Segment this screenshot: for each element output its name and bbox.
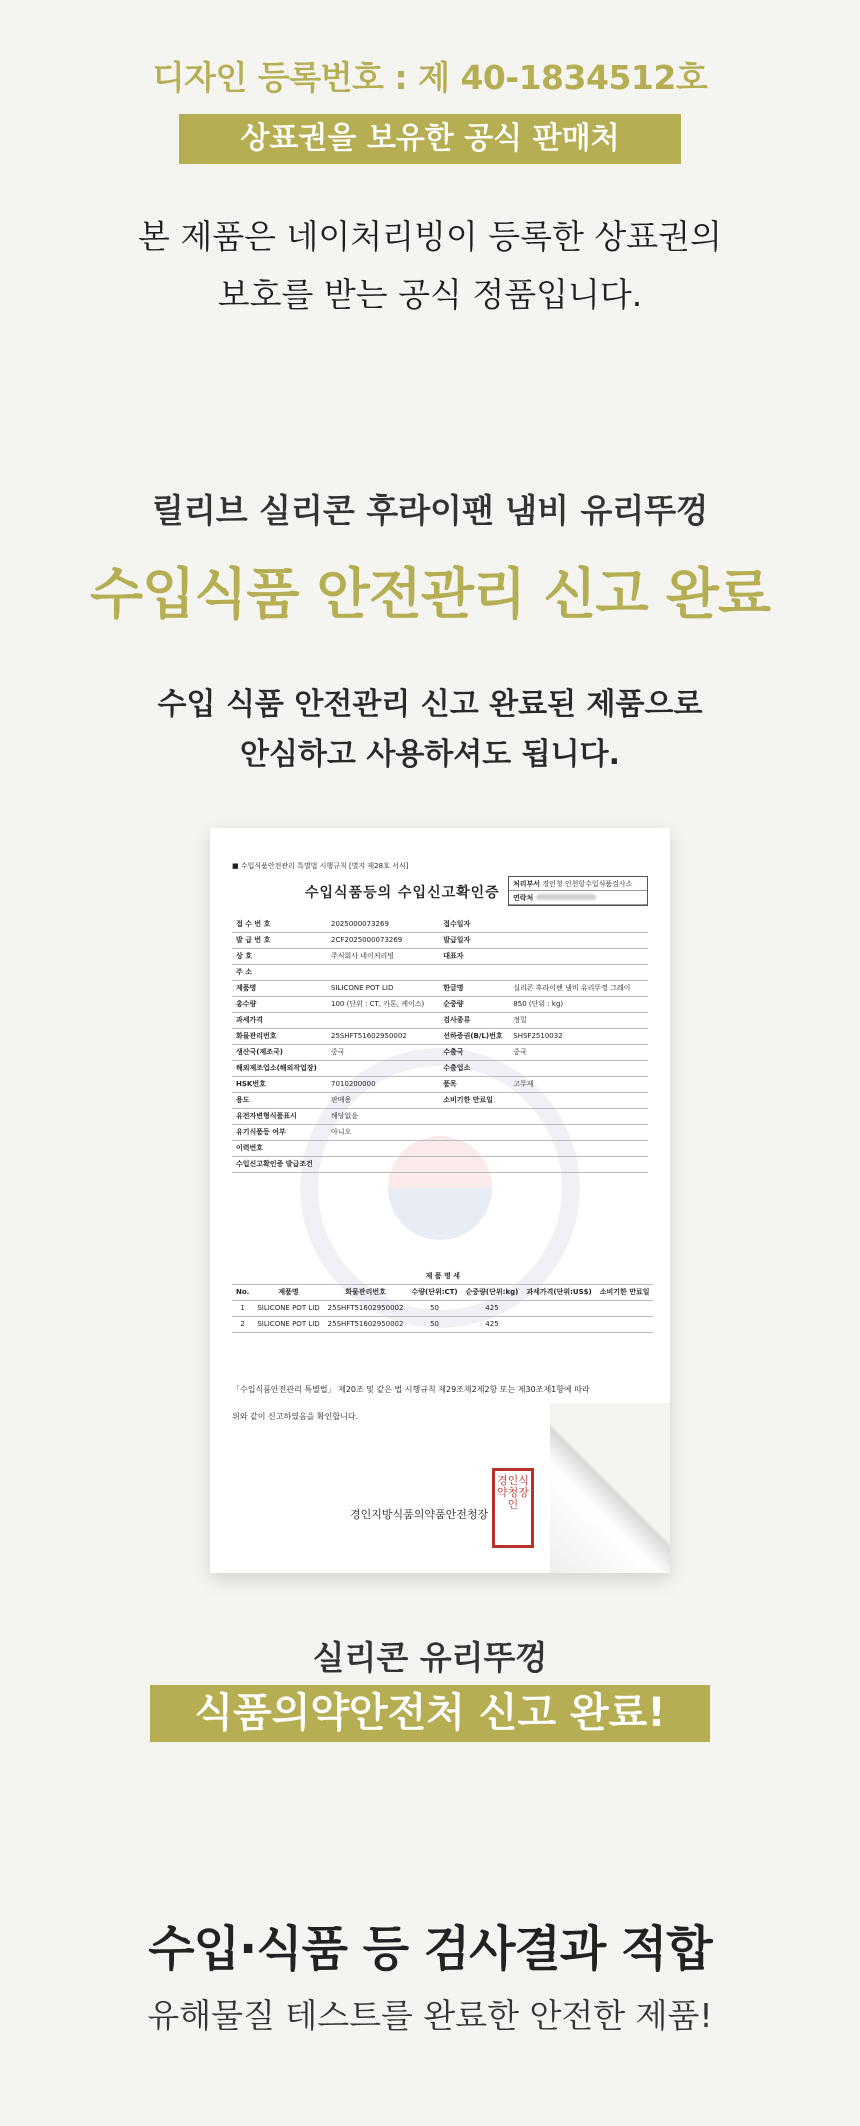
detail-cell: 1 bbox=[232, 1300, 253, 1316]
certificate-title: 수입식품등의 수입신고확인증 bbox=[305, 885, 500, 901]
certificate-cell bbox=[509, 1092, 648, 1108]
certificate-cell: 2CF2025000073269 bbox=[327, 932, 439, 948]
certificate-cell: SILICONE POT LID bbox=[327, 980, 439, 996]
detail-cell: SILICONE POT LID bbox=[253, 1300, 323, 1316]
certificate-cell: 수출업소 bbox=[439, 1060, 509, 1076]
certificate-cell bbox=[509, 1060, 648, 1076]
certificate-cell: 판매용 bbox=[327, 1092, 439, 1108]
detail-cell bbox=[596, 1300, 654, 1316]
certificate-cell: 발 급 번 호 bbox=[232, 932, 327, 948]
certificate-row bbox=[232, 1092, 648, 1108]
certificate-office-box bbox=[508, 876, 648, 906]
certificate-cell: 한글명 bbox=[439, 980, 509, 996]
certificate-cell: 상 호 bbox=[232, 948, 327, 964]
contact-label: 연락처 bbox=[513, 894, 534, 902]
certificate-issuer: 경인지방식품의약품안전청장 bbox=[350, 1508, 489, 1521]
page-curl-fold bbox=[550, 1403, 670, 1573]
certificate-cell bbox=[509, 1156, 648, 1172]
detail-cell: 25SHFT51602950002 bbox=[324, 1300, 408, 1316]
office-label: 처리부서 bbox=[513, 880, 541, 888]
certificate-cell: HSK번호 bbox=[232, 1076, 327, 1092]
detail-cell: 2 bbox=[232, 1316, 253, 1332]
certificate-row bbox=[232, 1076, 648, 1092]
detail-cell: 50 bbox=[407, 1316, 461, 1332]
import-desc-line2: 안심하고 사용하셔도 됩니다. bbox=[239, 737, 621, 772]
certificate-cell bbox=[509, 1108, 648, 1124]
certificate-row bbox=[232, 1124, 648, 1140]
certificate-cell: 이력번호 bbox=[232, 1140, 327, 1156]
certificate-row bbox=[232, 996, 648, 1012]
detail-cell: 425 bbox=[462, 1316, 523, 1332]
office-row bbox=[509, 877, 647, 891]
detail-cell bbox=[522, 1300, 595, 1316]
certificate-cell: SHSF2510032 bbox=[509, 1028, 648, 1044]
certificate-cell bbox=[509, 1140, 648, 1156]
certificate-cell bbox=[439, 964, 509, 980]
certificate-detail-table bbox=[232, 1268, 653, 1333]
certificate-cell bbox=[509, 948, 648, 964]
import-safety-description bbox=[0, 680, 860, 780]
import-desc-line1: 수입 식품 안전관리 신고 완료된 제품으로 bbox=[157, 687, 703, 722]
certificate-cell: 접 수 번 호 bbox=[232, 916, 327, 932]
detail-header-cell: 순중량(단위:kg) bbox=[462, 1284, 523, 1300]
certificate-cell: 제품명 bbox=[232, 980, 327, 996]
import-safety-title: 수입식품 안전관리 신고 완료 bbox=[89, 562, 770, 626]
certificate-cell bbox=[327, 1140, 439, 1156]
detail-header-cell: 소비기한 만료일 bbox=[596, 1284, 654, 1300]
detail-title: 제 품 명 세 bbox=[232, 1268, 653, 1284]
certificate-row bbox=[232, 1156, 648, 1172]
office-value: 경인청 인천항수입식품검사소 bbox=[542, 880, 633, 888]
certificate-cell: 해당없음 bbox=[327, 1108, 439, 1124]
detail-cell: 50 bbox=[407, 1300, 461, 1316]
detail-row bbox=[232, 1300, 653, 1316]
certificate-cell: 주 소 bbox=[232, 964, 327, 980]
certificate-cell: 중국 bbox=[327, 1044, 439, 1060]
detail-header-cell: 과세가격(단위:US$) bbox=[522, 1284, 595, 1300]
certificate-info-table bbox=[232, 916, 648, 1173]
certificate-cell: 중국 bbox=[509, 1044, 648, 1060]
certificate-cell: 선하증권(B/L)번호 bbox=[439, 1028, 509, 1044]
certificate-row bbox=[232, 1044, 648, 1060]
certificate-cell: 고무제 bbox=[509, 1076, 648, 1092]
certificate-cell: 주식회사 네이처리빙 bbox=[327, 948, 439, 964]
certificate-cell: 해외제조업소(해외작업장) bbox=[232, 1060, 327, 1076]
certificate-row bbox=[232, 980, 648, 996]
certificate-cell bbox=[439, 1140, 509, 1156]
certificate-cell bbox=[439, 1124, 509, 1140]
certificate-statement: 「수입식품안전관리 특별법」 제20조 및 같은 법 시행규칙 제29조제2제2항 또는 제30조제1항에 따라 bbox=[232, 1385, 590, 1394]
detail-cell: 25SHFT51602950002 bbox=[324, 1316, 408, 1332]
food-safety-banner-wrap bbox=[0, 1685, 860, 1742]
certificate-cell bbox=[327, 1012, 439, 1028]
certificate-form-number: ■ 수입식품안전관리 특별법 시행규칙 [별지 제28호 서식] bbox=[232, 862, 409, 870]
certificate-row bbox=[232, 1108, 648, 1124]
certificate-cell: 발급일자 bbox=[439, 932, 509, 948]
lid-label: 실리콘 유리뚜껑 bbox=[312, 1638, 548, 1677]
certificate-cell: 수입신고확인증 발급조건 bbox=[232, 1156, 327, 1172]
certificate-cell: 100 (단위 : CT, 카톤, 케이스) bbox=[327, 996, 439, 1012]
certificate-cell bbox=[509, 932, 648, 948]
certificate-row bbox=[232, 1028, 648, 1044]
certificate-row bbox=[232, 932, 648, 948]
trademark-desc-line1: 본 제품은 네이처리빙이 등록한 상표권의 bbox=[138, 217, 722, 256]
certificate-cell: 실리콘 후라이팬 냄비 유리뚜껑 그레이 bbox=[509, 980, 648, 996]
certificate-cell: 용도 bbox=[232, 1092, 327, 1108]
design-registration-number: 디자인 등록번호 : 제 40-1834512호 bbox=[152, 58, 708, 97]
contact-row bbox=[509, 891, 647, 905]
certificate-cell: 정밀 bbox=[509, 1012, 648, 1028]
certificate-cell bbox=[327, 1156, 439, 1172]
detail-header-cell: 제품명 bbox=[253, 1284, 323, 1300]
test-result-title: 수입·식품 등 검사결과 적합 bbox=[148, 1921, 712, 1977]
detail-cell bbox=[596, 1316, 654, 1332]
certificate-cell: 25SHFT51602950002 bbox=[327, 1028, 439, 1044]
product-name: 릴리브 실리콘 후라이팬 냄비 유리뚜껑 bbox=[151, 491, 708, 530]
detail-row bbox=[232, 1316, 653, 1332]
certificate-cell bbox=[509, 964, 648, 980]
trademark-description bbox=[0, 208, 860, 324]
certificate-row bbox=[232, 1012, 648, 1028]
import-certificate-document bbox=[210, 828, 670, 1573]
certificate-cell: 850 (단위 : kg) bbox=[509, 996, 648, 1012]
food-safety-banner: 식품의약안전처 신고 완료! bbox=[150, 1685, 710, 1742]
certificate-row bbox=[232, 948, 648, 964]
certificate-cell: 순중량 bbox=[439, 996, 509, 1012]
certificate-cell: 아니오 bbox=[327, 1124, 439, 1140]
trademark-desc-line2: 보호를 받는 공식 정품입니다. bbox=[217, 275, 643, 314]
test-result-subtitle: 유해물질 테스트를 완료한 안전한 제품! bbox=[147, 1996, 713, 2035]
certificate-cell bbox=[439, 1108, 509, 1124]
detail-header-cell: 화물관리번호 bbox=[324, 1284, 408, 1300]
certificate-cell: 7010200000 bbox=[327, 1076, 439, 1092]
certificate-cell bbox=[327, 1060, 439, 1076]
trademark-banner-wrap bbox=[0, 114, 860, 164]
certificate-cell: 생산국(제조국) bbox=[232, 1044, 327, 1060]
certificate-cell: 접수일자 bbox=[439, 916, 509, 932]
certificate-cell bbox=[509, 916, 648, 932]
certificate-row bbox=[232, 1140, 648, 1156]
certificate-cell: 대표자 bbox=[439, 948, 509, 964]
certificate-cell: 총수량 bbox=[232, 996, 327, 1012]
detail-header-cell: No. bbox=[232, 1284, 253, 1300]
certificate-cell: 화물관리번호 bbox=[232, 1028, 327, 1044]
detail-cell: 425 bbox=[462, 1300, 523, 1316]
certificate-cell bbox=[327, 964, 439, 980]
certificate-cell: 수출국 bbox=[439, 1044, 509, 1060]
official-seal-stamp: 경인식약청장인 bbox=[492, 1468, 534, 1548]
trademark-banner: 상표권을 보유한 공식 판매처 bbox=[179, 114, 681, 164]
detail-cell: SILICONE POT LID bbox=[253, 1316, 323, 1332]
certificate-cell bbox=[439, 1156, 509, 1172]
detail-header-cell: 수량(단위:CT) bbox=[407, 1284, 461, 1300]
certificate-row bbox=[232, 1060, 648, 1076]
detail-cell bbox=[522, 1316, 595, 1332]
certificate-row bbox=[232, 916, 648, 932]
certificate-cell: 2025000073269 bbox=[327, 916, 439, 932]
certificate-cell bbox=[509, 1124, 648, 1140]
certificate-cell: 유전자변형식품표시 bbox=[232, 1108, 327, 1124]
certificate-cell: 과세가격 bbox=[232, 1012, 327, 1028]
certificate-statement-confirm: 위와 같이 신고하였음을 확인합니다. bbox=[232, 1412, 359, 1421]
certificate-cell: 소비기한 만료일 bbox=[439, 1092, 509, 1108]
certificate-cell: 유기식품등 여부 bbox=[232, 1124, 327, 1140]
certificate-cell: 품목 bbox=[439, 1076, 509, 1092]
certificate-row bbox=[232, 964, 648, 980]
certificate-cell: 검사종류 bbox=[439, 1012, 509, 1028]
